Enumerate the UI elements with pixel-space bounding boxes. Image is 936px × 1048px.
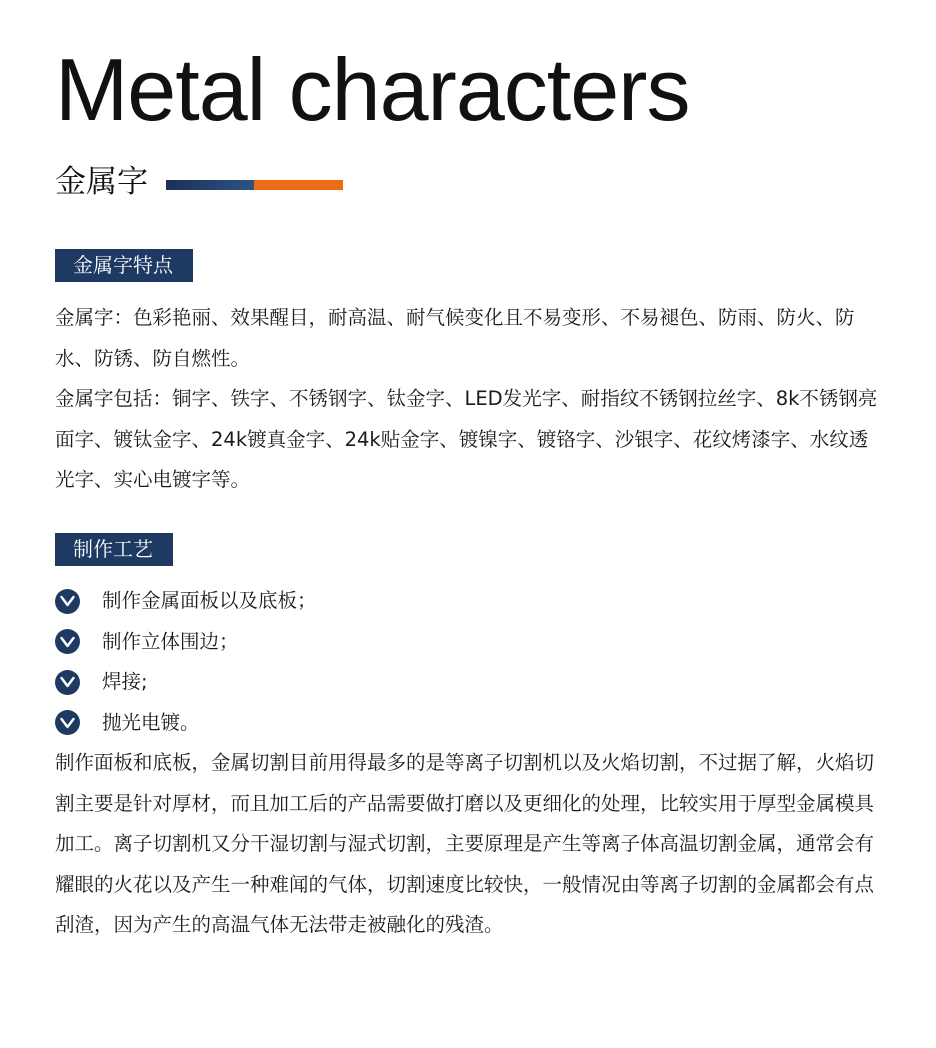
section-label-features: 金属字特点 (55, 249, 193, 282)
check-circle-icon (55, 710, 80, 735)
check-circle-icon (55, 629, 80, 654)
check-circle-icon (55, 589, 80, 614)
process-description: 制作面板和底板，金属切割目前用得最多的是等离子切割机以及火焰切割，不过据了解，火焰切割主要是针对厚材，而且加工后的产品需要做打磨以及更细化的处理，比较实用于厚型金属模具加工。离子切割机又分干湿切割与湿式切割，主要原理是产生等离子体高温切割金属，通常会有耀眼的火花以及产生一种难闻的气体，切割速度比较快，一般情况由等离子切割的金属都会有点刮渣，因为产生的高温气体无法带走被融化的残渣。 (55, 751, 875, 936)
process-step-text: 焊接; (102, 670, 148, 693)
process-body (55, 743, 885, 946)
process-step-text: 抛光电镀。 (102, 710, 200, 734)
process-steps (55, 581, 317, 743)
process-step (55, 662, 317, 703)
process-step-text: 制作金属面板以及底板； (102, 589, 317, 612)
subtitle-row (55, 160, 343, 204)
check-circle-icon (55, 670, 80, 695)
features-paragraph: 金属字：色彩艳丽、效果醒目，耐高温、耐气候变化且不易变形、不易褪色、防雨、防火、防水、防锈、防自燃性。 (55, 306, 855, 370)
accent-bar-navy (166, 180, 254, 190)
process-step (55, 622, 317, 663)
accent-bar-orange (254, 180, 343, 190)
process-step (55, 703, 317, 744)
features-paragraph: 金属字包括：铜字、铁字、不锈钢字、钛金字、LED发光字、耐指纹不锈钢拉丝字、8k不锈钢亮面字、镀钛金字、24k镀真金字、24k贴金字、镀镍字、镀铬字、沙银字、花纹烤漆字、水纹透光字、实心电镀字等。 (55, 387, 878, 491)
process-step-text: 制作立体围边； (102, 629, 239, 653)
section-label-process: 制作工艺 (55, 533, 173, 566)
accent-bar (166, 180, 343, 190)
page-subtitle: 金属字 (55, 164, 148, 200)
page-title: Metal characters (55, 40, 690, 139)
process-step (55, 581, 317, 622)
features-body (55, 298, 885, 501)
